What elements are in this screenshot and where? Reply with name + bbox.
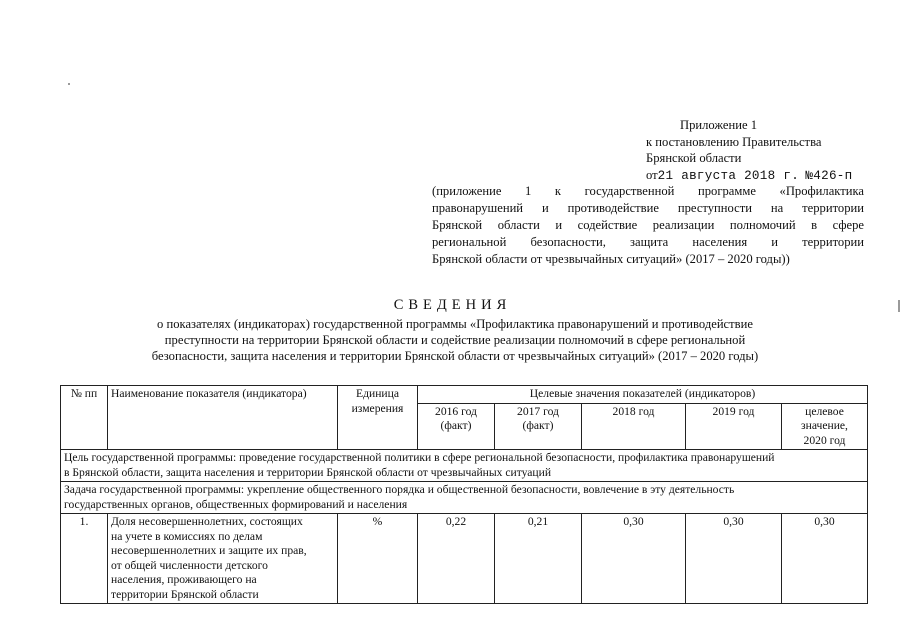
appendix-note — [432, 183, 864, 268]
appendix-block — [646, 117, 853, 183]
row-value-2018: 0,30 — [582, 514, 686, 604]
document-subtitle — [60, 316, 850, 364]
header-2016 — [418, 403, 495, 450]
header-unit-line: измерения — [351, 401, 404, 415]
row-name-line: на учете в комиссиях по делам — [111, 529, 263, 543]
appendix-date: 21 августа 2018 г. — [657, 168, 800, 183]
header-target-line: целевое — [805, 404, 844, 418]
header-2019: 2019 год — [686, 403, 782, 450]
appendix-note-line: правонарушений и противодействие преступности на территории — [432, 201, 864, 215]
row-value-2019: 0,30 — [686, 514, 782, 604]
task-line: Задача государственной программы: укрепление общественного порядка и общественной безопасности, вовлечение в эту деятельность — [64, 483, 735, 496]
row-name — [108, 514, 338, 604]
header-target-line: значение, — [801, 419, 848, 432]
header-unit-line: Единица — [356, 387, 399, 400]
header-2016-year: 2016 год — [435, 404, 477, 418]
document-title: СВЕДЕНИЯ — [393, 297, 512, 313]
goal-row — [61, 450, 868, 482]
table-row — [61, 514, 868, 604]
header-name: Наименование показателя (индикатора) — [108, 386, 338, 450]
row-num: 1. — [61, 514, 108, 604]
row-name-line: Доля несовершеннолетних, состоящих — [111, 515, 303, 528]
subtitle-line: безопасности, защита населения и территории Брянской области от чрезвычайных ситуаций» (2017 – 2020 годы) — [151, 349, 759, 363]
appendix-note-line: (приложение 1 к государственной программе «Профилактика — [432, 184, 864, 198]
appendix-line2: Брянской области — [646, 151, 742, 165]
appendix-title: Приложение 1 — [680, 118, 758, 132]
row-unit: % — [338, 514, 418, 604]
row-value-2017: 0,21 — [495, 514, 582, 604]
appendix-note-line: Брянской области от чрезвычайных ситуаций» (2017 – 2020 годы)) — [432, 252, 790, 266]
appendix-date-line — [646, 167, 853, 184]
header-num: № пп — [61, 386, 108, 450]
row-name-line: территории Брянской области — [111, 587, 259, 601]
header-targets: Целевые значения показателей (индикаторов) — [418, 386, 868, 404]
goal-line: в Брянской области, защита населения и территории Брянской области от чрезвычайных ситуаций — [64, 465, 552, 479]
header-2018: 2018 год — [582, 403, 686, 450]
subtitle-line: о показателях (индикаторах) государственной программы «Профилактика правонарушений и противодействие — [157, 317, 753, 331]
header-unit — [338, 386, 418, 450]
scan-mark-top — [68, 83, 70, 85]
appendix-note-line: региональной безопасности, защита населения и территории — [432, 235, 864, 249]
task-row — [61, 482, 868, 514]
header-target-line: 2020 год — [803, 433, 846, 447]
header-2020-target — [782, 403, 868, 450]
appendix-line1: к постановлению Правительства — [646, 134, 822, 149]
header-2017 — [495, 403, 582, 450]
row-name-line: населения, проживающего на — [111, 573, 257, 586]
appendix-number: №426-п — [805, 168, 853, 183]
appendix-note-line: Брянской области и содействие реализации полномочий в сфере — [432, 218, 864, 232]
header-2017-note: (факт) — [522, 419, 554, 432]
appendix-date-prefix: от — [646, 167, 658, 182]
subtitle-line: преступности на территории Брянской области и содействие реализации полномочий в сфере региональной — [164, 333, 746, 347]
row-value-2020: 0,30 — [782, 514, 868, 604]
row-name-line: от общей численности детского — [111, 558, 268, 572]
row-name-line: несовершеннолетних и защите их прав, — [111, 544, 307, 557]
indicators-table — [60, 385, 868, 604]
header-2016-note: (факт) — [440, 419, 472, 432]
goal-line: Цель государственной программы: проведение государственной политики в сфере региональной безопасности, профилактика правонарушений — [64, 451, 775, 464]
row-value-2016: 0,22 — [418, 514, 495, 604]
task-line: государственных органов, общественных формирований и населения — [64, 497, 408, 511]
header-2017-year: 2017 год — [517, 404, 559, 418]
